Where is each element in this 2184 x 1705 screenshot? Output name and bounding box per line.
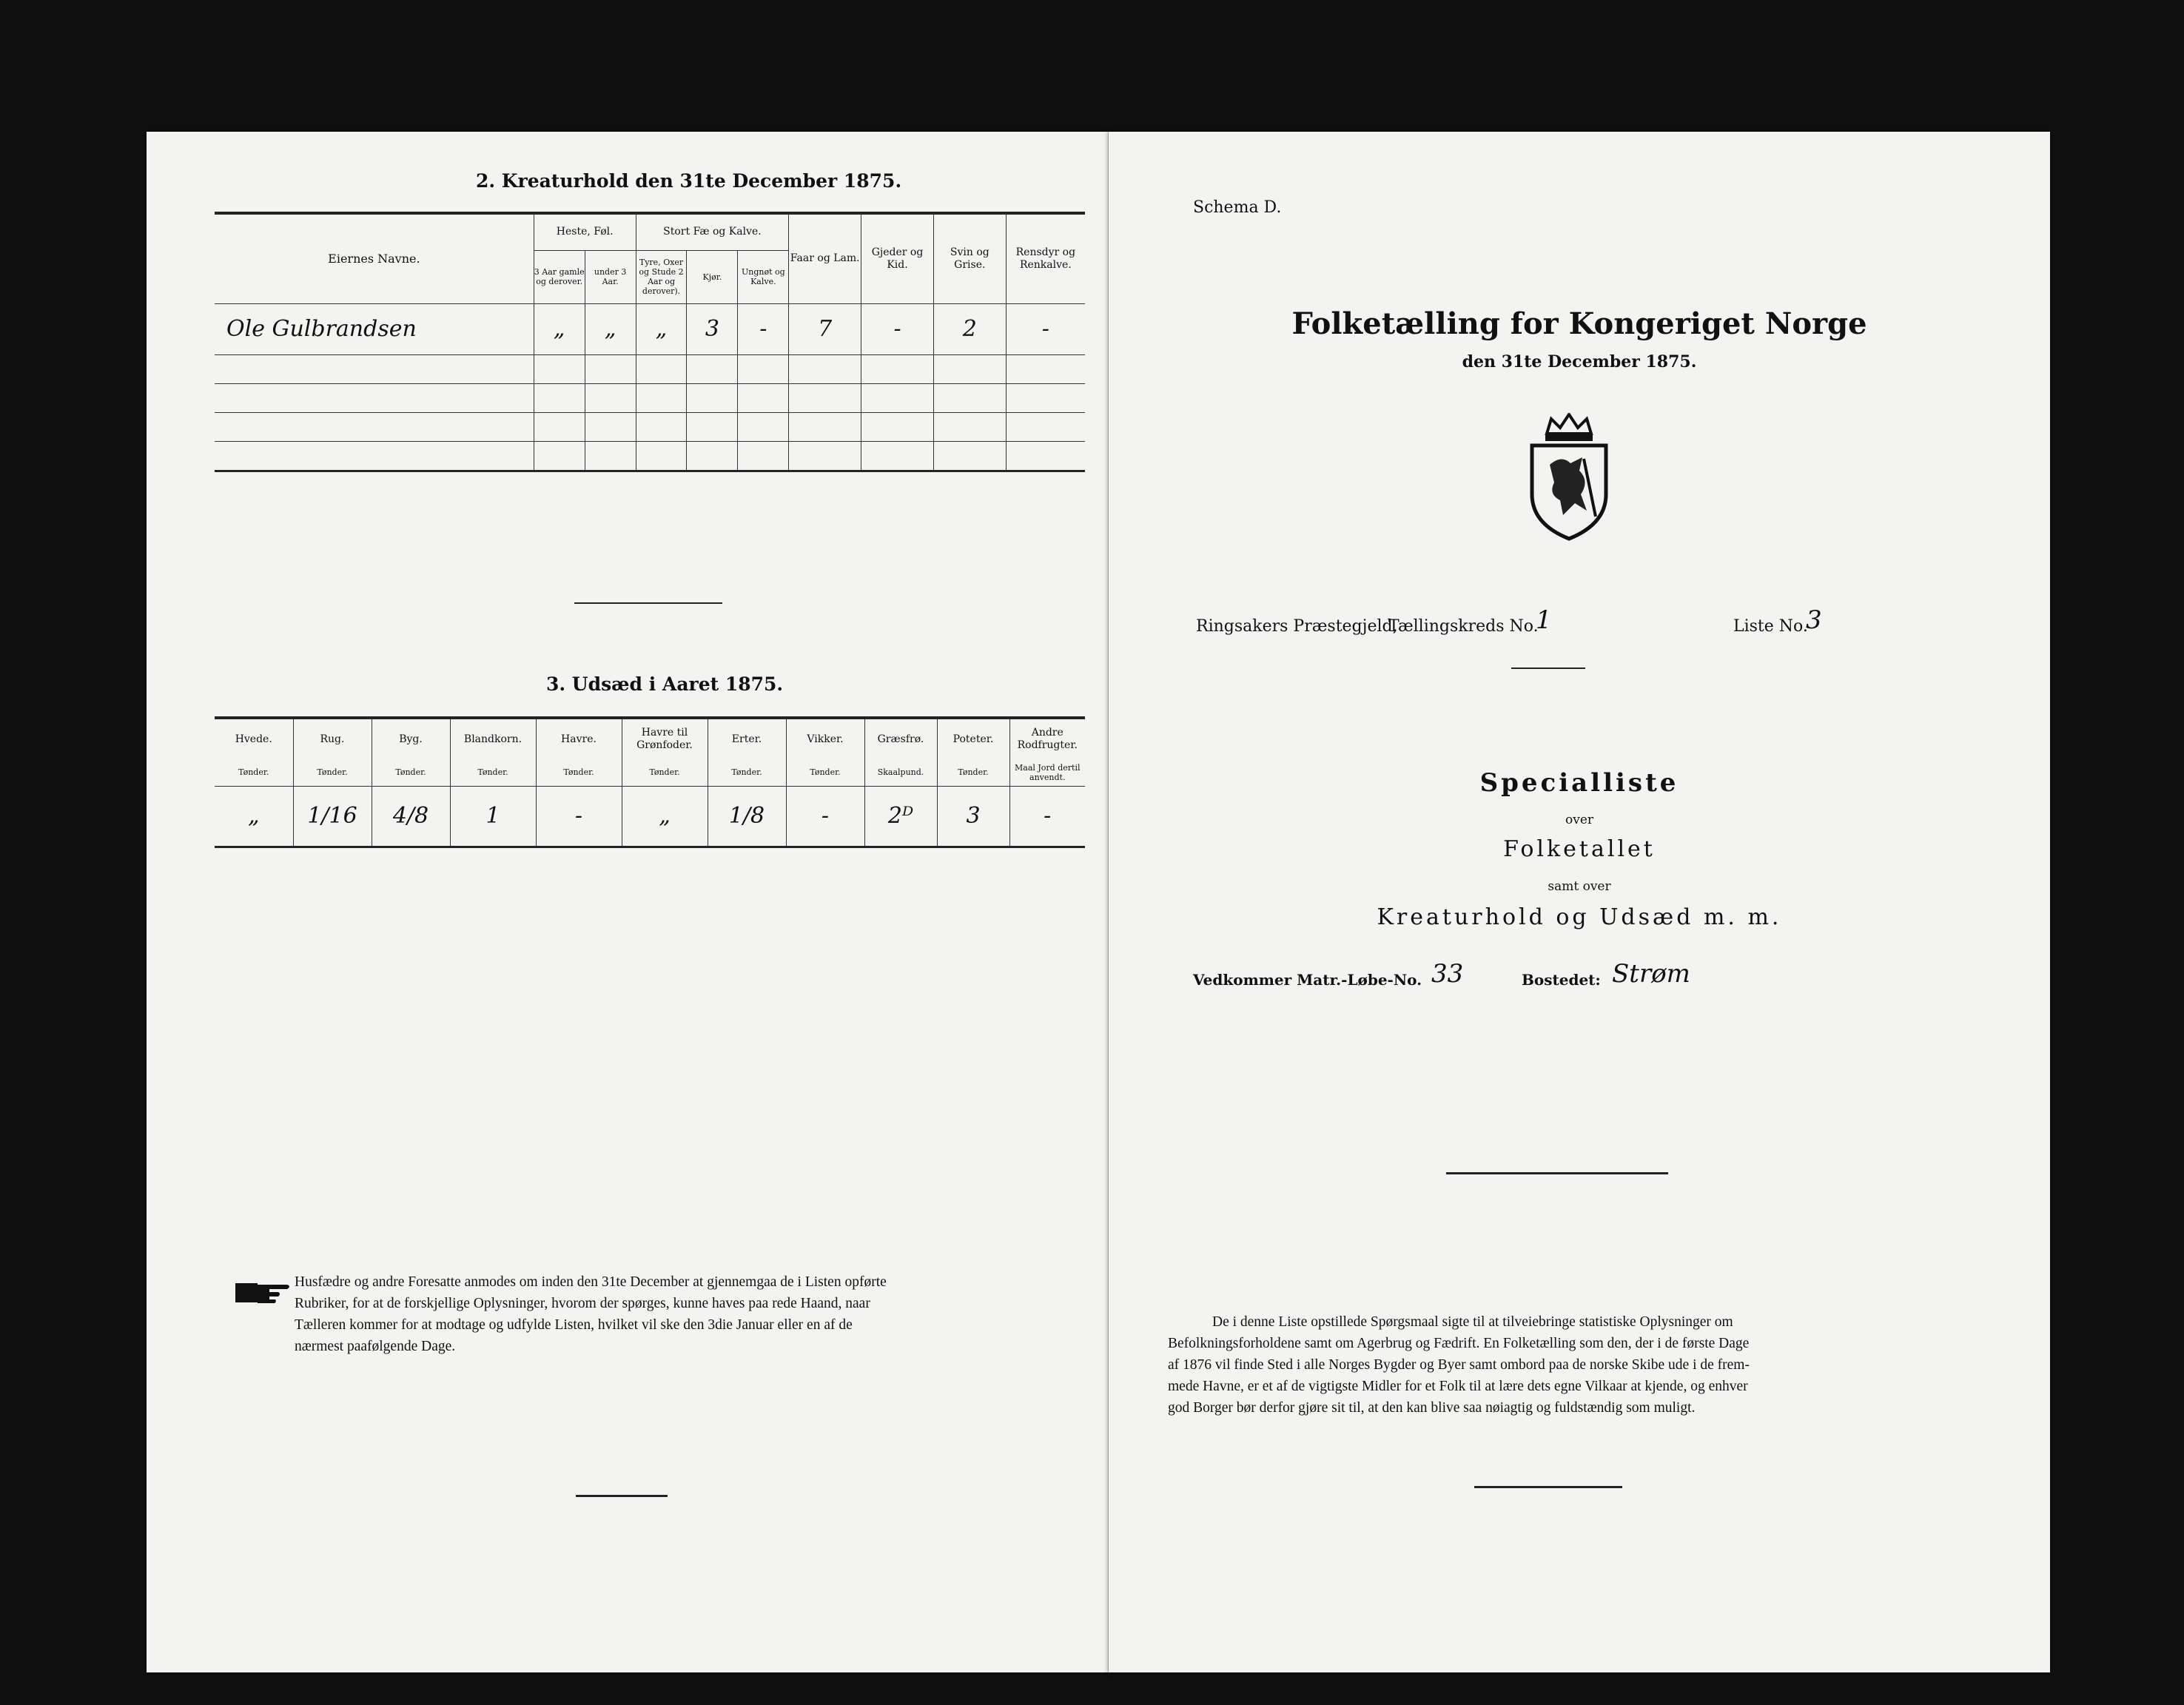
folketallet: Folketallet: [1503, 836, 1656, 862]
seed-h-1: Rug.: [293, 718, 372, 759]
bosted-value: Strøm: [1612, 959, 1690, 989]
seed-h-10: Andre Rodfrugter.: [1009, 718, 1085, 759]
header-faar: Faar og Lam.: [789, 213, 861, 303]
seed-h-3: Blandkorn.: [450, 718, 536, 759]
seed-h-7: Vikker.: [786, 718, 864, 759]
footer-line: god Borger bør derfor gjøre sit til, at den kan blive saa nøiagtig og fuldstændig som muligt.: [1168, 1400, 1696, 1416]
header-gjeder: Gjeder og Kid.: [861, 213, 934, 303]
cell-kjor: 3: [687, 303, 738, 354]
kreds-value: 1: [1536, 605, 1552, 635]
cell-ungnot: -: [738, 303, 789, 354]
seed-v-3: 1: [450, 786, 536, 847]
seed-v-0: „: [215, 786, 293, 847]
divider: [576, 1495, 668, 1497]
seed-h-2: Byg.: [372, 718, 450, 759]
seed-v-1: 1/16: [293, 786, 372, 847]
coat-of-arms-icon: [1519, 413, 1619, 542]
header-tyre: Tyre, Oxer og Stude 2 Aar og derover).: [636, 250, 687, 303]
cell-faar: 7: [789, 303, 861, 354]
cell-gjeder: -: [861, 303, 934, 354]
matr-number: 33: [1431, 959, 1464, 989]
divider: [1446, 1172, 1668, 1174]
section2-title: 2. Kreaturhold den 31te December 1875.: [476, 170, 902, 192]
census-date: den 31te December 1875.: [1462, 352, 1697, 371]
specialliste-title: Specialliste: [1479, 768, 1679, 798]
seed-table: [215, 716, 1085, 848]
prestegjeld: Ringsakers Præstegjeld,: [1196, 617, 1398, 636]
seed-u-0: Tønder.: [215, 759, 293, 786]
seed-u-3: Tønder.: [450, 759, 536, 786]
header-heste: Heste, Føl.: [534, 213, 636, 250]
footer-line: mede Havne, er et af de vigtigste Midler for et Folk til at lære dets egne Vilkaar at kjende, og enhver: [1168, 1379, 1748, 1394]
divider: [1511, 667, 1585, 669]
seed-u-10: Maal Jord dertil anvendt.: [1009, 759, 1085, 786]
seed-u-8: Skaalpund.: [864, 759, 937, 786]
over-1: over: [1565, 813, 1594, 827]
seed-u-1: Tønder.: [293, 759, 372, 786]
header-kjor: Kjør.: [687, 250, 738, 303]
footer-line: De i denne Liste opstillede Spørgsmaal sigte til at tilveiebringe statistiske Oplysninger om: [1212, 1314, 1733, 1330]
kreds-label: Tællingskreds No.: [1388, 617, 1539, 636]
seed-u-7: Tønder.: [786, 759, 864, 786]
seed-v-4: -: [536, 786, 622, 847]
seed-h-8: Græsfrø.: [864, 718, 937, 759]
footer-text: [1168, 1311, 2019, 1419]
notice-line: Husfædre og andre Foresatte anmodes om inden den 31te December at gjennemgaa de i Listen opførte: [295, 1274, 887, 1290]
livestock-row: [215, 303, 1085, 354]
seed-v-9: 3: [937, 786, 1009, 847]
seed-u-4: Tønder.: [536, 759, 622, 786]
seed-h-0: Hvede.: [215, 718, 293, 759]
header-heste-under: under 3 Aar.: [585, 250, 636, 303]
left-page: [147, 132, 1109, 1672]
cell-tyre: „: [636, 303, 687, 354]
owner-name: Ole Gulbrandsen: [215, 303, 534, 354]
header-heste-3aar: 3 Aar gamle og derover.: [534, 250, 585, 303]
seed-u-2: Tønder.: [372, 759, 450, 786]
cell-rensdyr: -: [1006, 303, 1085, 354]
seed-h-4: Havre.: [536, 718, 622, 759]
footer-line: Befolkningsforholdene samt om Agerbrug og Fædrift. En Folketælling som den, der i de første Dage: [1168, 1336, 1750, 1351]
seed-u-9: Tønder.: [937, 759, 1009, 786]
seed-h-9: Poteter.: [937, 718, 1009, 759]
seed-row: [215, 786, 1085, 847]
seed-h-6: Erter.: [708, 718, 786, 759]
census-title: Folketælling for Kongeriget Norge: [1291, 306, 1867, 341]
liste-label: Liste No.: [1733, 617, 1808, 636]
notice-text: [295, 1271, 1079, 1357]
seed-v-10: -: [1009, 786, 1085, 847]
divider: [574, 602, 722, 604]
pointing-hand-icon: [234, 1277, 293, 1307]
seed-u-5: Tønder.: [622, 759, 708, 786]
seed-h-5: Havre til Grønfoder.: [622, 718, 708, 759]
header-ungnot: Ungnøt og Kalve.: [738, 250, 789, 303]
right-page: [1109, 132, 2050, 1672]
notice-line: Rubriker, for at de forskjellige Oplysninger, hvorom der spørges, kunne haves paa rede Haand, naar: [295, 1296, 870, 1311]
cell-svin: 2: [933, 303, 1006, 354]
cell-heste-under: „: [585, 303, 636, 354]
cell-heste-3aar: „: [534, 303, 585, 354]
notice-line: Tælleren kommer for at modtage og udfylde Listen, hvilket vil ske den 3die Januar eller en af de: [295, 1317, 853, 1333]
divider: [1474, 1486, 1622, 1488]
seed-v-5: „: [622, 786, 708, 847]
section3-title: 3. Udsæd i Aaret 1875.: [546, 673, 784, 695]
seed-v-8: 2ᴰ: [864, 786, 937, 847]
seed-v-6: 1/8: [708, 786, 786, 847]
samt-over: samt over: [1548, 879, 1611, 894]
header-rensdyr: Rensdyr og Renkalve.: [1006, 213, 1085, 303]
seed-u-6: Tønder.: [708, 759, 786, 786]
notice-line: nærmest paafølgende Dage.: [295, 1339, 456, 1354]
bosted-label: Bostedet:: [1522, 971, 1601, 989]
seed-v-2: 4/8: [372, 786, 450, 847]
kreaturhold-heading: Kreaturhold og Udsæd m. m.: [1377, 904, 1782, 930]
livestock-table: [215, 212, 1085, 472]
liste-value: 3: [1806, 605, 1822, 635]
header-owner: Eiernes Navne.: [215, 213, 534, 303]
footer-line: af 1876 vil finde Sted i alle Norges Bygder og Byer samt ombord paa de norske Skibe ude i de frem-: [1168, 1357, 1750, 1373]
header-svin: Svin og Grise.: [933, 213, 1006, 303]
header-storfe: Stort Fæ og Kalve.: [636, 213, 789, 250]
seed-v-7: -: [786, 786, 864, 847]
schema-label: Schema D.: [1193, 198, 1282, 217]
matr-label: Vedkommer Matr.-Løbe-No.: [1193, 971, 1422, 989]
